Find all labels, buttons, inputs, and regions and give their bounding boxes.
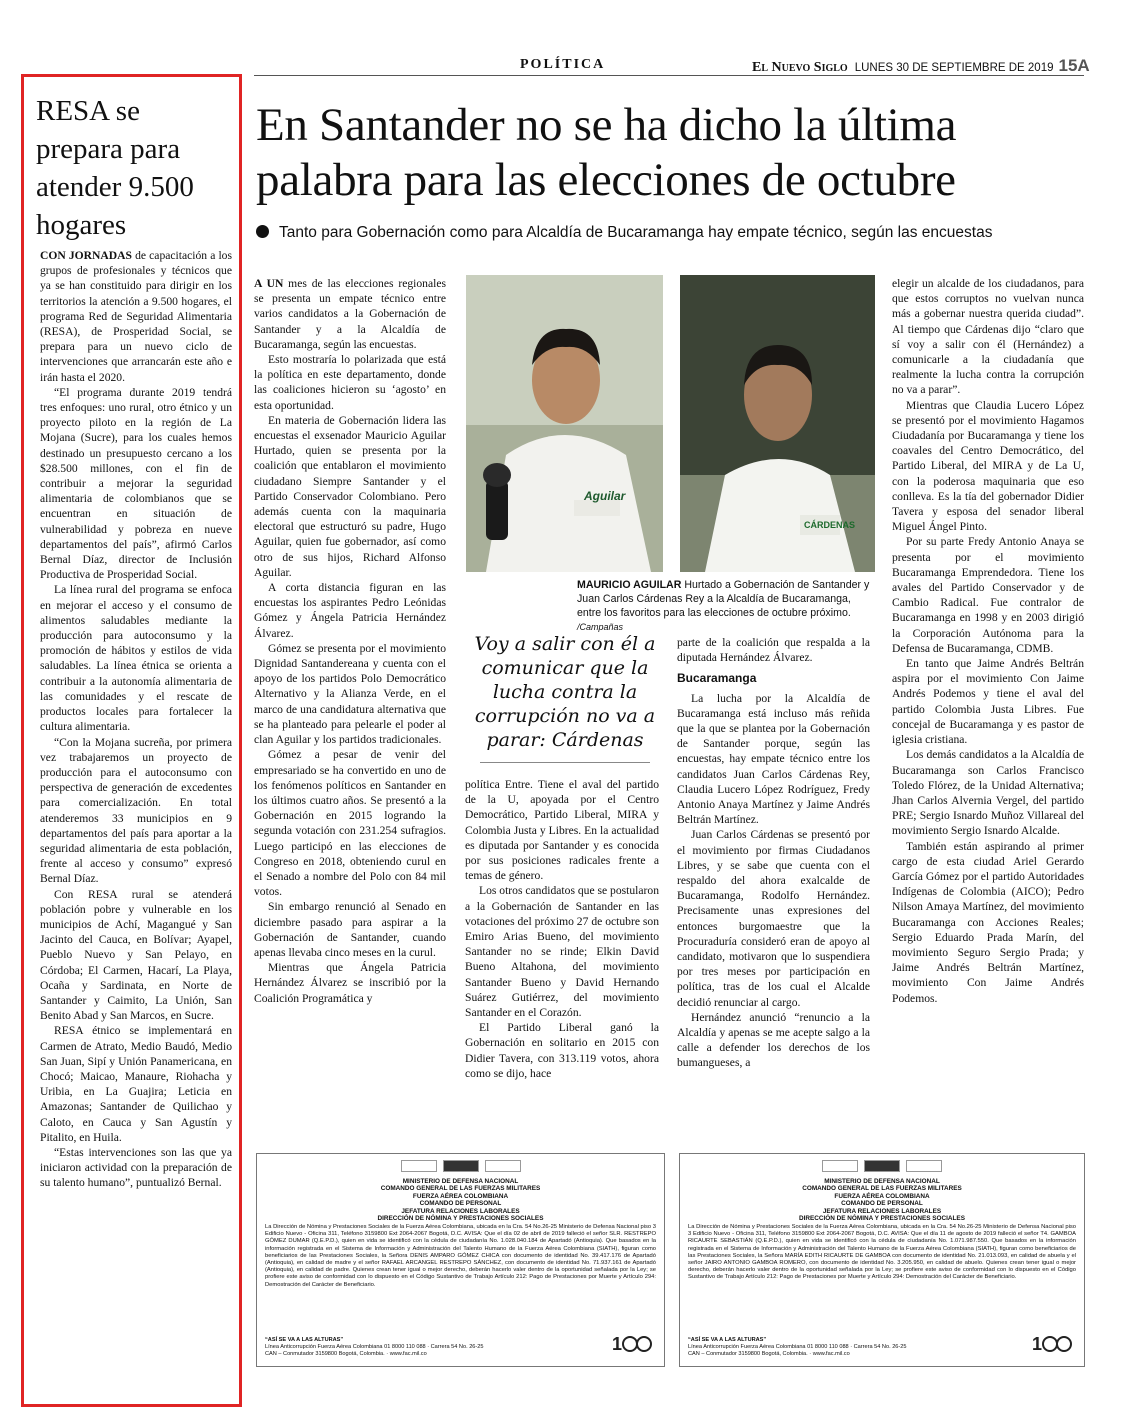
comando-general-logo-icon <box>443 1160 479 1172</box>
legal-notice-ad-1 <box>256 1153 665 1367</box>
caption-lead: MAURICIO AGUILAR <box>577 579 682 591</box>
article-paragraph: El Partido Liberal ganó la Gobernación en solitario en 2015 con Didier Tavera, con 313.119 votos, ahora como se dijo, hace <box>465 1021 659 1080</box>
article-paragraph: Los demás candidatos a la Alcaldía de Bucaramanga son Carlos Francisco Toledo Flórez, de la Unidad Alternativa; Jhan Carlos Alvernia Vergel, del partido PRE; Sergio Isnardo Muñoz Villareal del movimiento Sergio Isnardo Alcalde. <box>892 748 1084 838</box>
ad-footer <box>688 1337 918 1358</box>
ad-body: La Dirección de Nómina y Prestaciones Sociales de la Fuerza Aérea Colombiana, ubicada en la Cra. 54 No.26-25 Ministerio de Defensa Nacional piso 3 Edificio Nuevo - Oficina 311, Teléfono 3159800 Ext 2064-2067 Bogotá, D.C. AVISA: Que el día 02 de abril de 2019 falleció el señor SLR. RESTREPO GÓMEZ DUMAR (Q.E.P.D.), quien en vida se identificó con la cédula de ciudadanía No. 1.028.040.184 de Apartadó (Antioquia). Que basados en la información registrada en el Sistema de Información y Administración del Talento Humano de la Fuerza Aérea Colombiana (SIATH), figuran como beneficiarios de las Prestaciones Sociales, la Señora DENIS AMPARO GÓMEZ CHICA con documento de identidad No. 39.417.176 de Apartadó (Antioquia), en calidad de madre y el señor RAFAEL ARCANGEL RESTREPO SÁNCHEZ, con documento de identidad No. 71.937.161 de Apartadó (Antioquia), en calidad de padre. Quienes crean tener igual o mejor derecho, deberán hacerlo valer dentro de la oportunidad señalada por la Ley; se profiere este aviso de conformidad con lo dispuesto en el Código Sustantivo de Trabajo Artículo 212: Pago de Prestaciones por Muerte y Artículo 294: Demostración del Carácter de Beneficiario. <box>265 1224 656 1288</box>
article-paragraph: A corta distancia figuran en las encuestas los aspirantes Pedro Leónidas Gómez y Ángela Patricia Hernández Álvarez. <box>254 581 446 640</box>
article-paragraph: Sin embargo renunció al Senado en diciembre pasado para aspirar a la Gobernación de Santander, cuando apenas llevaba cinco meses en la curul. <box>254 900 446 959</box>
page-number: 15A <box>1058 56 1090 75</box>
issue-date: LUNES 30 DE SEPTIEMBRE DE 2019 <box>854 62 1054 74</box>
ad-heading-line: COMANDO GENERAL DE LAS FUERZAS MILITARES <box>802 1185 962 1193</box>
page-header-info <box>752 56 1090 76</box>
mindefensa-logo-icon <box>401 1160 437 1172</box>
svg-text:1: 1 <box>612 1334 623 1354</box>
portrait-illustration-1 <box>466 275 663 572</box>
bullet-icon <box>256 225 269 238</box>
pull-quote-rule <box>480 762 650 763</box>
photo-juan-carlos-cardenas <box>680 275 875 572</box>
ad-body: La Dirección de Nómina y Prestaciones Sociales de la Fuerza Aérea Colombiana, ubicada en la Cra. 54 No.26-25 Ministerio de Defensa Nacional piso 3 Edificio Nuevo - Oficina 311, Teléfono 3159800 Ext 2064-2067 Bogotá, D.C. AVISA: Que el día 11 de agosto de 2019 falleció el señor T4. GAMBOA RICAURTE SEBASTIÁN (Q.E.P.D.), quien en vida se identificó con la cédula de ciudadanía No. 1.071.987.550. Que basados en la información registrada en el Sistema de Información y Administración del Talento Humano de la Fuerza Aérea Colombiana (SIATH), figuran como beneficiarios de las Prestaciones Sociales, la Señora MARÍA EDITH RICAURTE DE GAMBOA con documento de identidad No. 21.013.093, en calidad de abuela y el señor JAIRO ANTONIO GAMBOA ROMERO, con documento de identidad No. 3.205.950, en calidad de abuelo. Quienes crean tener igual o mejor derecho, deberán hacerlo valer dentro de la oportunidad señalada por la Ley; se profiere este aviso de conformidad con lo dispuesto en el Código Sustantivo de Trabajo Artículo 212: Pago de Prestaciones por Muerte y Artículo 294: Demostración del Carácter de Beneficiario. <box>688 1224 1076 1281</box>
article-column-2 <box>465 777 659 1081</box>
section-subheading: Bucaramanga <box>677 671 757 686</box>
sidebar-lead: CON JORNADAS <box>40 249 132 262</box>
ad-heading-line: MINISTERIO DE DEFENSA NACIONAL <box>402 1178 519 1185</box>
ad-heading-line: JEFATURA RELACIONES LABORALES <box>822 1207 942 1215</box>
svg-text:1: 1 <box>1032 1334 1043 1354</box>
ad-contact: Línea Anticorrupción Fuerza Aérea Colombiana 01 8000 110 088 · Carrera 54 No. 26-25 CAN – Conmutador 3159800 Bogotá, Colombia. · www.fac.mil.co <box>688 1344 907 1357</box>
ad-heading-line: FUERZA AÉREA COLOMBIANA <box>834 1192 930 1200</box>
article-column-1 <box>254 276 446 1006</box>
ad-heading-line: COMANDO GENERAL DE LAS FUERZAS MILITARES <box>380 1185 541 1193</box>
caption-credit: /Campañas <box>577 622 624 632</box>
sidebar-paragraph <box>40 248 232 385</box>
fuerza-aerea-logo-icon <box>906 1160 942 1172</box>
header-rule <box>254 75 1084 76</box>
article-paragraph: Juan Carlos Cárdenas se presentó por el movimiento por firmas Ciudadanos Libres, y se sabe que cuenta con el respaldo del ahora exalcalde de Bucaramanga, Rodolfo Hernández. Precisamente unas expresiones del entonces burgomaestre que la Procuraduría consideró eran de apoyo al candidato, motivaron que lo suspendiera por tres meses por participación en política, tras de los cual el Alcalde decidió renunciar al cargo. <box>677 828 870 1009</box>
article-paragraph: parte de la coalición que respalda a la diputada Hernández Álvarez. <box>677 636 870 665</box>
article-text: mes de las elecciones regionales se presenta un empate técnico entre varios candidatos a la Gobernación de Santander y a la Alcaldía de Bucaramanga, según las encuestas. <box>254 277 446 351</box>
ad-heading-line: DIRECCIÓN DE NÓMINA Y PRESTACIONES SOCIALES <box>377 1215 544 1223</box>
section-label: POLÍTICA <box>520 57 606 72</box>
ad-logo-row <box>680 1160 1084 1172</box>
article-paragraph: Mientras que Claudia Lucero López se presentó por el movimiento Hagamos Ciudadanía por Bucaramanga y tiene los coavales del Centro Democrático, del Partido Liberal, del MIRA y de La U, con la poderosa maquinaria que eso conlleva. Es la tía del gobernador Didier Tavera y esposa del senador liberal Miguel Ángel Pinto. <box>892 398 1084 534</box>
ad-heading-line: DIRECCIÓN DE NÓMINA Y PRESTACIONES SOCIALES <box>799 1215 965 1223</box>
article-paragraph: También están aspirando al primer cargo de esta ciudad Ariel Gerardo García Gómez por el partido Autoridades Indígenas de Colombia (AICO); Pedro Nilson Amaya Martínez, del movimiento Bucaramanga con Acciones Reales; Sergio Eduardo Prada Marín, del movimiento Seguro Sergio Prada; y Jaime Andrés Beltrán Martínez, movimiento Con Jaime Andrés Podemos. <box>892 839 1084 1005</box>
ad-heading <box>680 1178 1084 1222</box>
article-paragraph: Gómez se presenta por el movimiento Dignidad Santandereana y cuenta con el apoyo de los partidos Polo Democrático Alternativo y la Alianza Verde, en el marco de una candidatura alternativa que se ha planteado para pelearle el poder al clan Aguilar y los partidos tradicionales. <box>254 641 446 747</box>
ad-heading-line: FUERZA AÉREA COLOMBIANA <box>412 1192 509 1200</box>
article-headline: En Santander no se ha dicho la última palabra para las elecciones de octubre <box>256 99 957 206</box>
article-paragraph: En materia de Gobernación lidera las encuestas el exsenador Mauricio Aguilar Hurtado, quien se presenta por la coalición que entablaron el movimiento ciudadano Siempre Santander y el Partido Conservador Colombiano. Pero además cuenta con la maquinaria electoral que estructuró su padre, Hugo Aguilar, quien fue gobernador, así como otro de sus hijos, Richard Alfonso Aguilar. <box>254 413 446 579</box>
sidebar-paragraph: Con RESA rural se atenderá población pobre y vulnerable en los municipios de Achí, Magangué y San Jacinto del Cauca, en Bolívar; Ayapel, Pueblo Nuevo y San Pelayo, en Córdoba; El Carmen, Hacarí, La Playa, Ocaña y Sardinata, en Norte de Santander y Caimito, La Unión, San Benito Abad y San Marcos, en Sucre. <box>40 887 232 1023</box>
shirt-logo-text: Aguilar <box>584 489 626 503</box>
shirt-logo-text: CÁRDENAS <box>804 520 856 530</box>
article-paragraph: Mientras que Ángela Patricia Hernández Álvarez se inscribió por la Coalición Programática y <box>254 961 446 1005</box>
article-paragraph: política Entre. Tiene el aval del partido de la U, apoyada por el Centro Democrático, Partido Liberal, MIRA y Colombia Justa y Libres. En la actualidad es diputada por Santander y es conocida por sus posiciones radicales frente a temas de género. <box>465 778 659 883</box>
sidebar-paragraph: “Estas intervenciones son las que ya iniciaron actividad con la preparación de su talento humano”, puntualizó Bernal. <box>40 1145 232 1190</box>
photo-mauricio-aguilar <box>466 275 663 572</box>
ad-slogan: “ASÍ SE VA A LAS ALTURAS” <box>688 1337 767 1343</box>
sidebar-paragraph: “El programa durante 2019 tendrá tres enfoques: uno rural, otro étnico y un proyecto piloto en la región de La Mojana (Sucre), para los cuales hemos destinado un presupuesto cercano a los $28.500 millones, con el fin de contribuir a mejorar la seguridad alimentaria de colombianos que se encuentran en situación de vulnerabilidad y pobreza en nueve departamentos del país”, afirmó Carlos Bernal Díaz, director de Inclusión Productiva de Prosperidad Social. <box>40 385 232 582</box>
pull-quote: Voy a salir con él a comunicar que la lucha contra la corrupción no va a parar: Cárdenas <box>474 633 656 751</box>
article-paragraph: Los otros candidatos que se postularon a la Gobernación de Santander en las votaciones del próximo 27 de octubre son Emiro Arias Bueno, del movimiento Santander no se rinde; Elkin David Bueno Altahona, del movimiento Santander Bueno y David Hernando Suárez Gutiérrez, del movimiento Santander en el Corazón. <box>465 884 659 1020</box>
ad-slogan: “ASÍ SE VA A LAS ALTURAS” <box>265 1337 344 1343</box>
ad-footer <box>265 1337 495 1358</box>
sidebar-paragraph: La línea rural del programa se enfoca en mejorar el acceso y el consumo de alimentos saludables mediante la producción para autoconsumo y la promoción de hábitos y estilos de vida saludables. La línea étnica se orienta a contribuir a la autonomía alimentaria de las comunidades y el rescate de productos locales para fortalecer la cultura alimentaria. <box>40 583 232 734</box>
article-paragraph: Por su parte Fredy Antonio Anaya se presenta por el movimiento Bucaramanga Emprendedora. Tiene los avales del Partido Conservador y de Cambio Radical. Fue contralor de Bucaramanga en 1998 y en 2003 dirigió la Corporación Autónoma para la Defensa de Bucaramanga, CDMB. <box>892 535 1084 655</box>
ad-heading-line: COMANDO DE PERSONAL <box>841 1200 923 1208</box>
article-paragraph: Hernández anunció “renuncio a la Alcaldía y apenas se me acepte salgo a la calle a defender los derechos de los bumangueses, a <box>677 1010 870 1070</box>
subhead-text: Tanto para Gobernación como para Alcaldía de Bucaramanga hay empate técnico, según las encuestas <box>279 224 993 241</box>
sidebar-paragraph: RESA étnico se implementará en Carmen de Atrato, Medio Baudó, Medio San Juan, Sipí y Unión Panamericana, en Chocó; Maicao, Manaure, Riohacha y Uribia, en La Guajira; Leticia en Amazonas; Santander de Quilichao y Caloto, en Cauca y San Agustín y Pitalito, en Huila. <box>40 1024 232 1144</box>
ad-logo-row <box>257 1160 664 1172</box>
article-paragraph <box>254 276 446 352</box>
centenary-seal-icon <box>1030 1330 1074 1358</box>
ad-heading-line: COMANDO DE PERSONAL <box>419 1200 502 1208</box>
caption-text: Hurtado a Gobernación de Santander y Juan Carlos Cárdenas Rey a la Alcaldía de Bucaramanga, entre los favoritos para las elecciones de octubre próximo. <box>577 579 870 619</box>
ad-heading-line: MINISTERIO DE DEFENSA NACIONAL <box>824 1178 940 1185</box>
legal-notice-ad-2 <box>679 1153 1085 1367</box>
comando-general-logo-icon <box>864 1160 900 1172</box>
sidebar-text: de capacitación a los grupos de profesionales y técnicos que ya se han constituido para dirigir en los territorios la atención a 9.500 hogares, el programa Red de Seguridad Alimentaria (RESA), de Prosperidad Social, se prepara para un nuevo ciclo de intervenciones que arrancarán este año e irán hasta el 2020. <box>40 249 232 384</box>
article-paragraph: Gómez a pesar de venir del empresariado se ha convertido en uno de los fenómenos políticos en Santander en los últimos cuatro años. Se presentó a la Gobernación en 2015 logrando la segunda votación con 231.254 sufragios. Luego participó en las elecciones de Congreso en 2018, obteniendo curul en el Senado a nombre del Polo con 84 mil votos. <box>254 748 446 899</box>
centenary-seal-icon <box>610 1330 654 1358</box>
article-paragraph: La lucha por la Alcaldía de Bucaramanga está incluso más reñida que la que se plantea por la Gobernación de Santander porque, según las encuestas, hay empate técnico entre los candidatos Juan Carlos Cárdenas Rey, Claudia Lucero López Rodríguez, Fredy Antonio Anaya Martínez y Jaime Andrés Beltrán Martínez. <box>677 691 870 827</box>
sidebar-body <box>40 248 232 1191</box>
article-paragraph: elegir un alcalde de los ciudadanos, para que estos corruptos no vuelvan nunca más a gobernar nuestra querida ciudad”. Al tiempo que Cárdenas dijo “claro que sí voy a salir con él (Hernández) a comunicarle a la ciudadanía que realmente la lucha contra la corrupción no va a parar”. <box>892 277 1084 397</box>
newspaper-name: El Nuevo Siglo <box>752 60 848 75</box>
article-column-3 <box>677 635 870 1071</box>
sidebar-paragraph: “Con la Mojana sucreña, por primera vez trabajaremos un proyecto de producción para el autoconsumo con perspectiva de generación de excedentes para comercialización. En total atenderemos 33 municipios en 9 departamentos del país para aportar a la seguridad alimentaria de esta población, frente al acceso y consumo” expresó Bernal Díaz. <box>40 735 232 886</box>
article-column-4 <box>892 276 1084 1006</box>
ad-heading-line: JEFATURA RELACIONES LABORALES <box>401 1207 520 1215</box>
article-lead: A UN <box>254 277 284 290</box>
article-paragraph: Esto mostraría lo polarizada que está la política en este departamento, donde las coaliciones hicieron su ‘agosto’ en esta oportunidad. <box>254 353 446 412</box>
article-paragraph: En tanto que Jaime Andrés Beltrán aspira por el movimiento Con Jaime Andrés Podemos y tiene el aval del partido Colombia Justa Libres. Fue concejal de Bucaramanga y es pastor de iglesia cristiana. <box>892 657 1084 747</box>
photo-caption <box>577 578 877 634</box>
article-subhead <box>256 224 1096 242</box>
ad-contact: Línea Anticorrupción Fuerza Aérea Colombiana 01 8000 110 088 · Carrera 54 No. 26-25 CAN – Conmutador 3159800 Bogotá, Colombia. · www.fac.mil.co <box>265 1344 484 1357</box>
fuerza-aerea-logo-icon <box>485 1160 521 1172</box>
mindefensa-logo-icon <box>822 1160 858 1172</box>
sidebar-title: RESA se prepara para atender 9.500 hogares <box>36 95 194 241</box>
ad-heading <box>257 1178 664 1222</box>
